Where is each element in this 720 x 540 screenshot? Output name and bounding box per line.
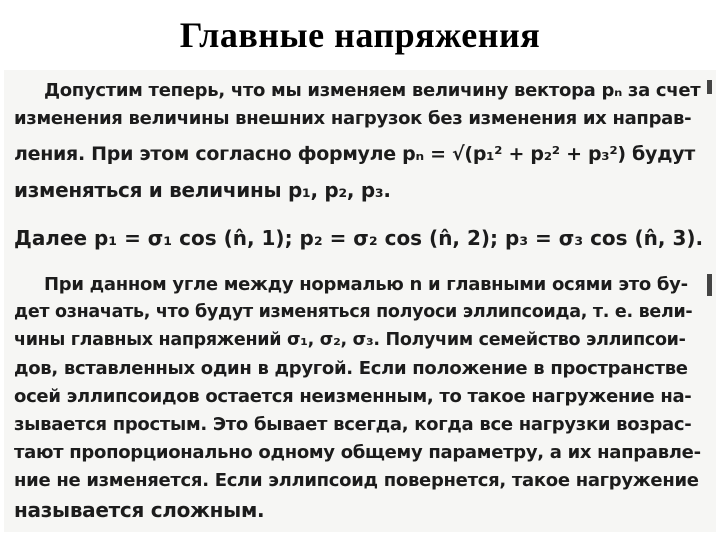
text-line: ние не изменяется. Если эллипсоид повернется, такое нагружение bbox=[14, 470, 699, 491]
text-line: осей эллипсоидов остается неизменным, то такое нагружение на- bbox=[14, 386, 692, 407]
text-line: дов, вставленных один в другой. Если положение в пространстве bbox=[14, 358, 688, 379]
text-line: чины главных напряжений σ₁, σ₂, σ₃. Получим семейство эллипсои- bbox=[14, 330, 686, 350]
text-line: называется сложным. bbox=[14, 498, 265, 522]
scanned-text-page bbox=[4, 70, 716, 532]
text-line: ления. При этом согласно формуле pₙ = √(p₁² + p₂² + p₃²) будут bbox=[14, 143, 695, 165]
page-title: Главные напряжения bbox=[179, 15, 541, 55]
scan-artifact bbox=[707, 80, 712, 94]
text-line: тают пропорционально одному общему параметру, а их направле- bbox=[14, 442, 701, 463]
text-line: изменения величины внешних нагрузок без изменения их направ- bbox=[14, 108, 692, 129]
text-line: зывается простым. Это бывает всегда, когда все нагрузки возрас- bbox=[14, 414, 692, 435]
text-line: изменяться и величины p₁, p₂, p₃. bbox=[14, 178, 391, 202]
text-line: При данном угле между нормалью n и главными осями это бу- bbox=[44, 274, 688, 295]
formula-line: Далее p₁ = σ₁ cos (n̂, 1); p₂ = σ₂ cos (n̂, 2); p₃ = σ₃ cos (n̂, 3). bbox=[14, 226, 704, 250]
text-line: Допустим теперь, что мы изменяем величину вектора pₙ за счет bbox=[44, 80, 701, 101]
text-line: дет означать, что будут изменяться полуоси эллипсоида, т. е. вели- bbox=[14, 302, 693, 322]
scan-artifact bbox=[707, 274, 712, 296]
